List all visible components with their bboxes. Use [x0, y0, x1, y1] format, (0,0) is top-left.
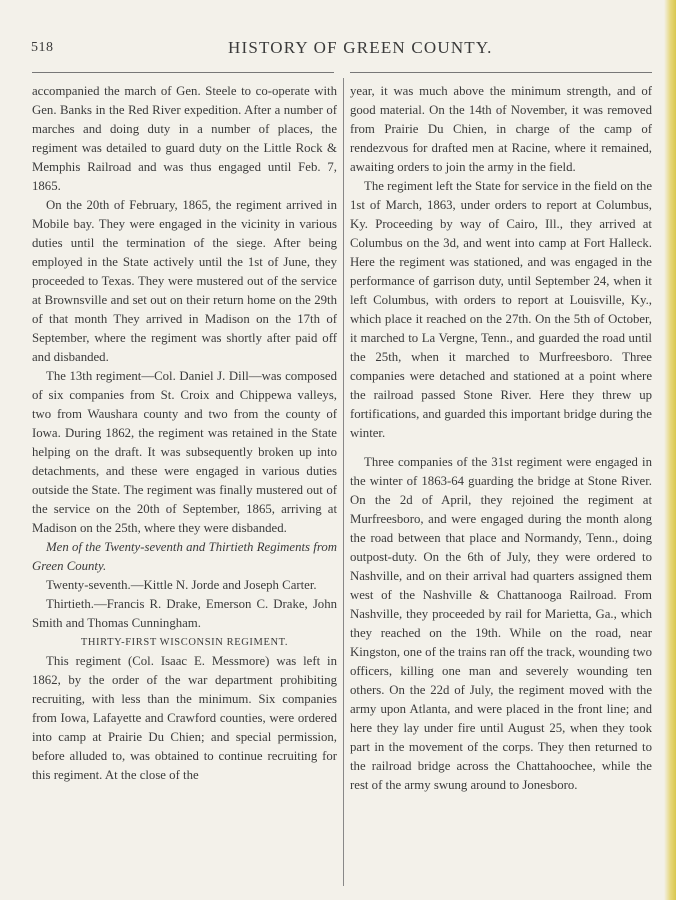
- header-rule-right: [350, 72, 652, 73]
- paragraph: Thirtieth.—Francis R. Drake, Emerson C. Drake, John Smith and Thomas Cunningham.: [32, 597, 337, 630]
- paragraph: This regiment (Col. Isaac E. Messmore) was left in 1862, by the order of the war department prohibiting recruiting, with less than the minimum. Six companies from Iowa, Lafayette and Crawford counties, were ordered into camp at Prairie Du Chien; and special permission, before alluded to, was obtained to continue recruiting for this regiment. At the close of the: [32, 654, 337, 782]
- running-title: HISTORY OF GREEN COUNTY.: [228, 38, 493, 57]
- page-header: [0, 38, 676, 60]
- section-heading-31st: THIRTY-FIRST WISCONSIN REGIMENT.: [80, 637, 289, 648]
- right-column: [350, 82, 652, 795]
- paragraph: Twenty-seventh.—Kittle N. Jorde and Joseph Carter.: [46, 578, 317, 592]
- left-column: [32, 82, 337, 785]
- page-number: 518: [31, 40, 54, 55]
- paragraph: On the 20th of February, 1865, the regiment arrived in Mobile bay. They were engaged in the vicinity in various duties until the termination of the siege. After being employed in the State actively until the 1st of June, they proceeded to Texas. They were mustered out of the service at Brownsville and set out on their return home on the 29th of that month They arrived in Madison on the 17th of September, where the regiment was shortly after paid off and disbanded.: [32, 198, 337, 364]
- header-rule-left: [32, 72, 334, 73]
- paragraph: year, it was much above the minimum strength, and of good material. On the 14th of November, it was removed from Prairie Du Chien, in charge of the camp of rendezvous for drafted men at Racine, where it remained, awaiting orders to join the army in the field.: [350, 84, 652, 174]
- paragraph: Three companies of the 31st regiment were engaged in the winter of 1863-64 guarding the bridge at Stone River. On the 2d of April, they rejoined the regiment at Murfreesboro, and were engaged during the month along the road between that place and Normandy, Tenn., doing outpost-duty. On the 6th of July, they were ordered to Nashville, and on their arrival had quarters assigned them west of the Nashville & Chattanooga Railroad. From Nashville, they proceeded by rail for Marietta, Ga., which they reached on the 19th. While on the road, near Kingston, one of the trains ran off the track, wounding two officers, killing one man and severely wounding ten others. On the 22d of July, the regiment moved with the army upon Atlanta, and were placed in the front line; and here they lay under fire until August 25, when they took part in the movement of the corps. They then returned to the railroad bridge across the Chattahoochee, while the rest of the army swung around to Jonesboro.: [350, 455, 652, 792]
- column-separator: [343, 78, 344, 886]
- section-heading-men: Men of the Twenty-seventh and Thirtieth Regiments from Green County.: [32, 540, 337, 573]
- page-edge: [664, 0, 676, 900]
- paragraph: The regiment left the State for service in the field on the 1st of March, 1863, under orders to report at Columbus, Ky. Proceeding by way of Cairo, Ill., they arrived at Columbus on the 3d, and went into camp at Fort Halleck. Here the regiment was stationed, and was engaged in the performance of garrison duty, until September 24, when it left Columbus, with orders to report at Louisville, Ky., which place it reached on the 27th. On the 5th of October, it marched to La Vergne, Tenn., and guarded the road until the 25th, when it marched to Murfreesboro. Three companies were detached and stationed at a point where the railroad passed Stone River. Here they threw up fortifications, and guarded this important bridge during the winter.: [350, 179, 652, 440]
- paragraph: accompanied the march of Gen. Steele to co-operate with Gen. Banks in the Red River expedition. After a number of marches and doing duty in a number of places, the regiment was detailed to guard duty on the Little Rock & Memphis Railroad and was thus engaged until Feb. 7, 1865.: [32, 84, 337, 193]
- paragraph: The 13th regiment—Col. Daniel J. Dill—was composed of six companies from St. Croix and Chippewa valleys, two from Waushara county and two from the county of Iowa. During 1862, the regiment was retained in the State helping on the draft. It was subsequently broken up into detachments, and these were engaged in various duties outside the State. The regiment was finally mustered out of the service on the 20th of September, 1865, arriving at Madison on the 25th, where they were disbanded.: [32, 369, 337, 535]
